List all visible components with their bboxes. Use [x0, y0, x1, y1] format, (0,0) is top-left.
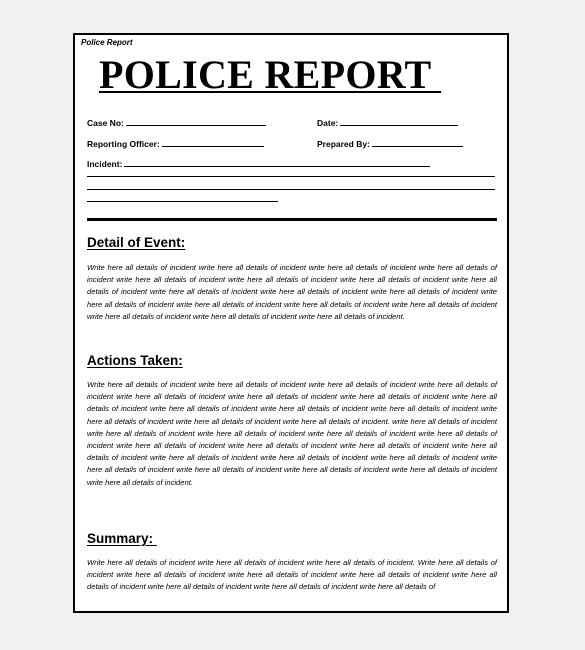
section-divider [87, 218, 497, 221]
incident-line[interactable] [87, 189, 495, 190]
actions-heading: Actions Taken: [87, 353, 183, 368]
case-no-field [87, 118, 266, 128]
detail-text: Write here all details of incident write here all details of incident write here all details of incident write here all details of incident write here all details of incident write here all details of incident write here all details of incident write here all details of incident write here all details of incident write here all details of incident write here all details of incident write here all details of incident write here all details of incident write here all details of incident write here all details of incident write here all details of incident write here all details of incident write here all details of incident. [87, 263, 497, 321]
incident-line[interactable] [87, 201, 278, 202]
date-label: Date: [317, 118, 339, 128]
reporting-officer-blank[interactable] [162, 139, 264, 147]
prepared-by-label: Prepared By: [317, 139, 370, 149]
summary-text: Write here all details of incident write here all details of incident write here all details of incident. Write here all details of incident write here all details of incident write here all details of incident write here all details of incident write here all details of incident write here all details of incident write here all details of incident write here all details of [87, 558, 497, 592]
reporting-officer-field [87, 139, 264, 149]
date-field [317, 118, 458, 128]
prepared-by-blank[interactable] [372, 139, 463, 147]
prepared-by-field [317, 139, 463, 149]
case-no-label: Case No: [87, 118, 124, 128]
detail-heading: Detail of Event: [87, 235, 186, 250]
case-no-blank[interactable] [126, 118, 266, 126]
page-title: POLICE REPORT [99, 52, 442, 97]
actions-text: Write here all details of incident write here all details of incident write here all details of incident write here all details of incident write here all details of incident write here all details of incident write here all details of incident write here all details of incident write here all details of incident write here all details of incident write here all details of incident write here all details of incident write here all details of incident write here all details of incident. write here all details of incident write here all details of incident write here all details of incident write here all details of incident write here all details of incident write here all details of incident write here all details of incident write here all details of incident write here all details of incident write here all details of incident write here all details of incident write here all details of incident write here all details of incident write here all details of incident write here all details of incident write here all details of incident write here all details of incident. [87, 380, 497, 487]
reporting-officer-label: Reporting Officer: [87, 139, 160, 149]
incident-field [87, 159, 430, 169]
incident-blank[interactable] [124, 159, 430, 167]
report-page [73, 33, 509, 613]
incident-line[interactable] [87, 176, 495, 177]
date-blank[interactable] [340, 118, 458, 126]
document-label: Police Report [81, 38, 133, 47]
summary-heading: Summary: [87, 531, 157, 546]
incident-label: Incident: [87, 159, 123, 169]
